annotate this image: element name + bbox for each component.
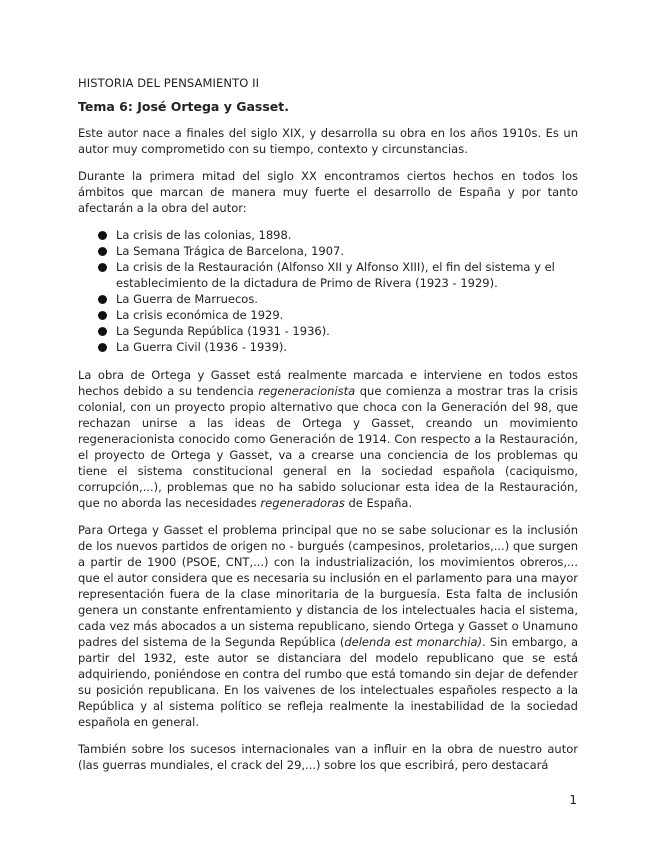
text-run: . Sin embargo, a partir del 1932, este autor se distanciara del modelo republicano que se está adquiriendo, poniéndose en contra del rumbo que está tomando sin dejar de defender su posición republicana. En los vaivenes de los intelectuales españoles respecto a la República y al sistema político se refleja realmente la inestabilidad de la sociedad española en general. — [78, 635, 578, 729]
list-item — [78, 323, 578, 339]
document-page — [78, 75, 578, 784]
international-paragraph: También sobre los sucesos internacionales van a influir en la obra de nuestro autor (las guerras mundiales, el crack del 29,...) sobre los que escribirá, pero destacará — [78, 742, 578, 772]
list-item — [78, 243, 578, 259]
list-item-text: La crisis de la Restauración (Alfonso XII y Alfonso XIII), el fin del sistema y el establecimiento de la dictadura de Primo de Rivera (1923 - 1929). — [116, 260, 555, 290]
intro-paragraph: Este autor nace a finales del siglo XIX, y desarrolla su obra en los años 1910s. Es un autor muy comprometido con su tiempo, contexto y circunstancias. — [78, 126, 578, 156]
topic-heading: Tema 6: José Ortega y Gasset. — [78, 99, 289, 114]
list-item — [78, 339, 578, 355]
list-item-text: La Guerra de Marruecos. — [116, 292, 258, 306]
list-item-text: La crisis de las colonias, 1898. — [116, 228, 292, 242]
bullet-icon — [98, 295, 107, 304]
emphasis-regeneradoras: regeneradoras — [260, 496, 345, 510]
inclusion-paragraph — [78, 522, 578, 730]
course-title: HISTORIA DEL PENSAMIENTO II — [78, 76, 260, 90]
events-list — [78, 227, 578, 355]
emphasis-regeneracionista: regeneracionista — [258, 384, 356, 398]
text-run: La obra de Ortega y Gasset está realmente marcada e interviene en todos estos hechos debido a su tendencia — [78, 368, 578, 398]
list-item — [78, 227, 578, 243]
list-item-text: La Semana Trágica de Barcelona, 1907. — [116, 244, 344, 258]
bullet-icon — [98, 263, 107, 272]
emphasis-delenda-est-monarchia: delenda est monarchia) — [344, 635, 483, 649]
ortega-work-paragraph — [78, 367, 578, 511]
list-item — [78, 291, 578, 307]
bullet-icon — [98, 343, 107, 352]
bullet-icon — [98, 247, 107, 256]
bullet-icon — [98, 327, 107, 336]
list-item — [78, 307, 578, 323]
list-item-text: La Segunda República (1931 - 1936). — [116, 324, 330, 338]
bullet-icon — [98, 231, 107, 240]
text-run: que comienza a mostrar tras la crisis colonial, con un proyecto propio alternativo que choca con la Generación del 98, que rechazan unirse a las ideas de Ortega y Gasset, creando un movimiento regeneracionista conocido como Generación de 1914. Con respecto a la Restauración, el proyecto de Ortega y Gasset, va a crearse una conciencia de los problemas qu tiene el sistema constitucional general en la sociedad española (caciquismo, corrupción,...), problemas que no ha sabido solucionar esta idea de la Restauración, que no aborda las necesidades — [78, 384, 579, 510]
text-run: de España. — [344, 496, 413, 510]
page-number: 1 — [569, 793, 577, 807]
list-item-text: La crisis económica de 1929. — [116, 308, 284, 322]
list-item — [78, 259, 578, 291]
context-paragraph: Durante la primera mitad del siglo XX encontramos ciertos hechos en todos los ámbitos que marcan de manera muy fuerte el desarrollo de España y por tanto afectarán a la obra del autor: — [78, 169, 578, 215]
bullet-icon — [98, 311, 107, 320]
list-item-text: La Guerra Civil (1936 - 1939). — [116, 340, 288, 354]
text-run: Para Ortega y Gasset el problema principal que no se sabe solucionar es la inclusión de los nuevos partidos de origen no - burgués (campesinos, proletarios,...) que surgen a partir de 1900 (PSOE, CNT,...) con la industrialización, los movimientos obreros,... que el autor considera que es necesaria su inclusión en el parlamento para una mayor representación fuera de la clase minoritaria de la burguesía. Esta falta de inclusión genera un constante enfrentamiento y distancia de los intelectuales hacia el sistema, cada vez más abocados a un sistema republicano, siendo Ortega y Gasset o Unamuno padres del sistema de la Segunda República ( — [78, 523, 578, 649]
